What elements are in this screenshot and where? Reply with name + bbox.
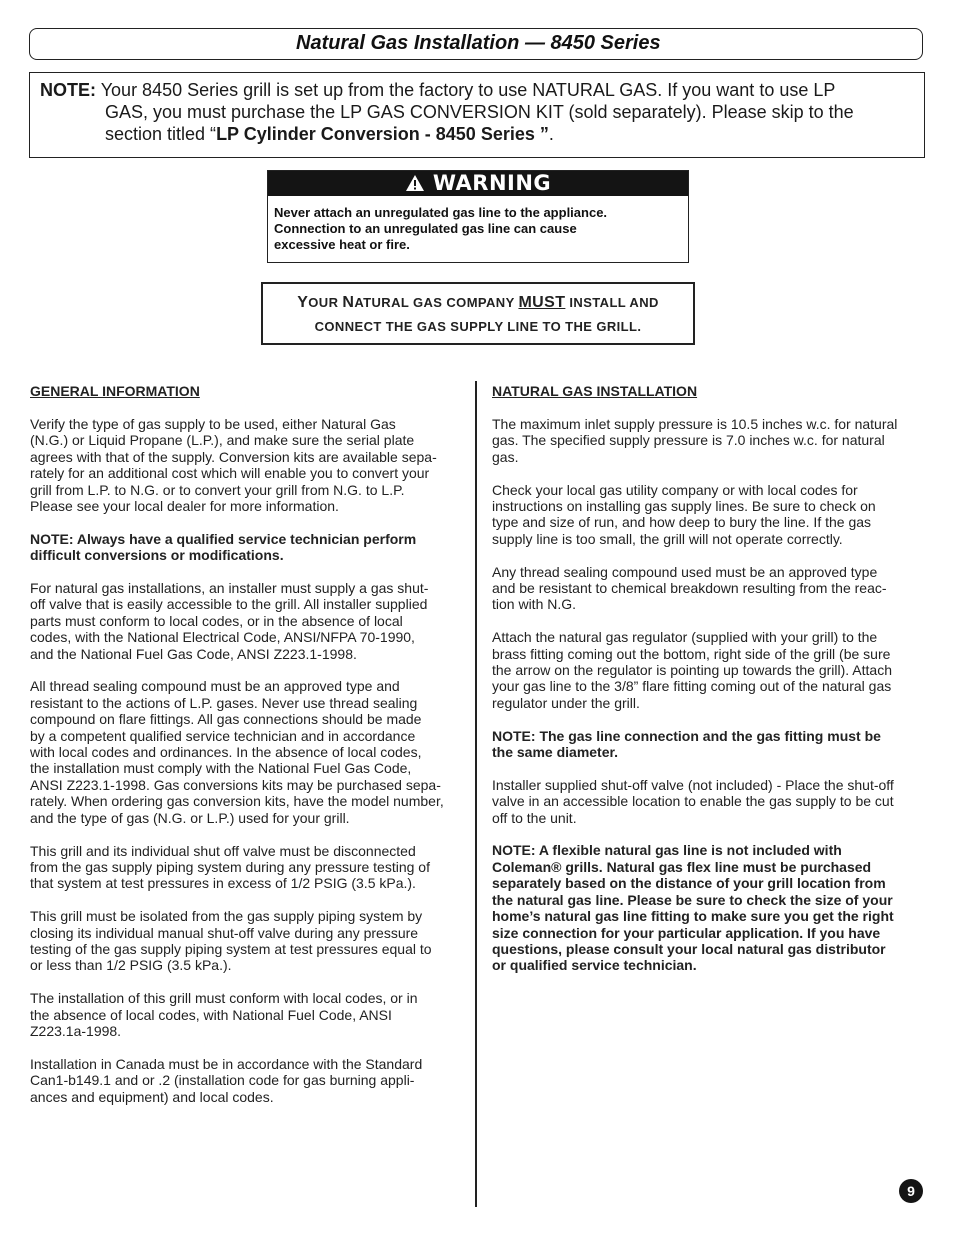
text-line: Installation in Canada must be in accordance with the Standard [30, 1055, 423, 1072]
general-information-heading: GENERAL INFORMATION [30, 383, 200, 399]
warning-header [268, 171, 688, 196]
must-emphasis: MUST [518, 294, 566, 311]
text-line: brass fitting coming out the bottom, right side of the grill (be sure [492, 645, 891, 662]
text-line: the natural gas line. Please be sure to check the size of your [492, 891, 893, 908]
text-line: questions, please consult your local natural gas distributor [492, 940, 886, 957]
text-line: rately for an additional cost which will enable you to convert your [30, 465, 430, 482]
text-line: This grill and its individual shut off valve must be disconnected [30, 842, 416, 859]
text-line: Check your local gas utility company or with local codes for [492, 481, 858, 498]
text-line: with local codes and ordinances. In the absence of local codes, [30, 744, 422, 761]
text-line: The maximum inlet supply pressure is 10.5 inches w.c. for natural [492, 416, 898, 432]
general-paragraph-4 [30, 843, 466, 892]
text-line: (N.G.) or Liquid Propane (L.P.), and make sure the serial plate [30, 432, 415, 449]
column-divider [475, 381, 477, 1207]
natural-paragraph-3 [492, 564, 928, 613]
text-line: off valve that is easily accessible to the grill. All installer supplied [30, 596, 428, 613]
text-line: This grill must be isolated from the gas supply piping system by [30, 908, 423, 925]
text-line: home’s natural gas line fitting to make sure you get the right [492, 908, 894, 925]
text-line: Z223.1a-1998. [30, 1022, 122, 1039]
text-line: Can1-b149.1 and or .2 (installation code for gas burning appli- [30, 1072, 415, 1089]
text-line: separately based on the distance of your grill location from [492, 875, 886, 892]
text-line: gas. [492, 448, 519, 465]
text-line: supply line is too small, the grill will not operate correctly. [492, 530, 843, 547]
note-lead: NOTE: [40, 80, 96, 100]
page-title: Natural Gas Installation — 8450 Series [296, 32, 661, 54]
text-line: codes, with the National Electrical Code, ANSI/NFPA 70-1990, [30, 629, 415, 646]
text-line: size connection for your particular application. If you have [492, 924, 881, 941]
text-line: grill from L.P. to N.G. or to convert your grill from N.G. to L.P. [30, 481, 405, 498]
natural-paragraph-1 [492, 416, 928, 465]
natural-gas-installation-column [492, 382, 928, 990]
text-line: your gas line to the 3/8” flare fitting coming out of the natural gas [492, 678, 892, 695]
natural-note-1 [492, 728, 928, 761]
text-line: and the type of gas (N.G. or L.P.) used for your grill. [30, 809, 350, 826]
general-paragraph-1 [30, 416, 466, 514]
text-line: or qualified service technician. [492, 957, 697, 974]
general-paragraph-7 [30, 1056, 466, 1105]
text-line: compound on flare fittings. All gas connections should be made [30, 711, 422, 728]
text-line: the installation must comply with the National Fuel Gas Code, [30, 760, 412, 777]
text-line: valve in an accessible location to enable the gas supply to be cut [492, 793, 894, 810]
page-number-badge: 9 [899, 1179, 923, 1203]
warning-triangle-icon [405, 173, 425, 198]
text-line: the same diameter. [492, 744, 619, 761]
note-section-reference: LP Cylinder Conversion - 8450 Series ” [216, 124, 549, 144]
text-line: the absence of local codes, with National Fuel Code, ANSI [30, 1006, 392, 1023]
text-line: Any thread sealing compound used must be an approved type [492, 563, 878, 580]
text-line: off to the unit. [492, 809, 577, 826]
notice-text: INSTALL AND [565, 295, 659, 310]
text-line: Coleman® grills. Natural gas flex line must be purchased [492, 858, 872, 875]
natural-gas-installation-heading: NATURAL GAS INSTALLATION [492, 383, 698, 399]
text-line: Installer supplied shut-off valve (not included) - Place the shut-off [492, 776, 894, 793]
note-line-3-suffix: . [548, 124, 554, 144]
notice-text: OUR [308, 295, 343, 310]
warning-line: excessive heat or fire. [274, 237, 410, 252]
text-line: resistant to the actions of L.P. gases. Never use thread sealing [30, 694, 418, 711]
text-line: that system at test pressures in excess of 1/2 PSIG (3.5 kPa.). [30, 875, 416, 892]
text-line: from the gas supply piping system during any pressure testing of [30, 858, 430, 875]
text-line: or less than 1/2 PSIG (3.5 kPa.). [30, 957, 232, 974]
warning-box [267, 170, 689, 263]
note-text: Always have a qualified service technician perform [73, 530, 417, 547]
text-line: type and size of run, and how deep to bury the line. If the gas [492, 514, 872, 531]
notice-text: N [342, 294, 355, 311]
general-information-column [30, 382, 466, 1121]
note-line-3-prefix: section titled “ [105, 124, 217, 144]
text-line: Verify the type of gas supply to be used, either Natural Gas [30, 416, 396, 432]
note-line-2: GAS, you must purchase the LP GAS CONVERSION KIT (sold separately). Please skip to the [105, 102, 854, 122]
note-line-1: Your 8450 Series grill is set up from the factory to use NATURAL GAS. If you want to use LP [100, 80, 836, 100]
text-line: agrees with that of the supply. Conversion kits are available sepa- [30, 448, 437, 465]
text-line: The installation of this grill must conform with local codes, or in [30, 990, 418, 1007]
text-line: regulator under the grill. [492, 694, 640, 711]
natural-note-2 [492, 842, 928, 973]
text-line: ances and equipment) and local codes. [30, 1088, 274, 1105]
text-line: and the National Fuel Gas Code, ANSI Z223.1-1998. [30, 645, 357, 662]
gas-company-notice [261, 282, 695, 345]
text-line: ANSI Z223.1-1998. Gas conversions kits may be purchased sepa- [30, 776, 441, 793]
text-line: instructions on installing gas supply lines. Be sure to check on [492, 498, 876, 515]
note-lead: NOTE: [30, 530, 74, 547]
text-line: gas. The specified supply pressure is 7.0 inches w.c. for natural [492, 432, 885, 449]
text-line: NOTE: A flexible natural gas line is not included with [492, 842, 842, 859]
warning-text [268, 196, 688, 253]
text-line: tion with N.G. [492, 596, 577, 613]
text-line: and be resistant to chemical breakdown resulting from the reac- [492, 580, 887, 597]
factory-setup-note [29, 72, 925, 158]
text-line: testing of the gas supply piping system at test pressures equal to [30, 940, 432, 957]
text-line: Attach the natural gas regulator (supplied with your grill) to the [492, 629, 878, 646]
text-line: rately. When ordering gas conversion kits, have the model number, [30, 793, 444, 810]
text-line: parts must conform to local codes, or in the absence of local [30, 612, 403, 629]
warning-line: Connection to an unregulated gas line can cause [274, 221, 577, 236]
notice-text: ATURAL GAS COMPANY [354, 295, 519, 310]
text-line: Please see your local dealer for more information. [30, 498, 339, 515]
notice-line-2: CONNECT THE GAS SUPPLY LINE TO THE GRILL. [314, 319, 642, 334]
natural-paragraph-5 [492, 777, 928, 826]
text-line: the arrow on the regulator is pointing up towards the grill). Attach [492, 662, 892, 679]
notice-text: Y [297, 294, 309, 311]
page-title-bar [29, 28, 923, 60]
warning-line: Never attach an unregulated gas line to the appliance. [274, 205, 608, 220]
general-paragraph-2 [30, 580, 466, 662]
text-line: All thread sealing compound must be an approved type and [30, 678, 400, 695]
general-paragraph-3 [30, 678, 466, 826]
general-paragraph-5 [30, 908, 466, 974]
natural-paragraph-2 [492, 482, 928, 548]
warning-heading: WARNING [432, 171, 552, 195]
text-line: For natural gas installations, an installer must supply a gas shut- [30, 580, 429, 597]
text-line: NOTE: The gas line connection and the gas fitting must be [492, 727, 881, 744]
general-paragraph-6 [30, 990, 466, 1039]
note-text: difficult conversions or modifications. [30, 547, 284, 564]
text-line: by a competent qualified service technician and in accordance [30, 727, 416, 744]
natural-paragraph-4 [492, 629, 928, 711]
text-line: closing its individual manual shut-off valve during any pressure [30, 924, 419, 941]
general-note [30, 531, 466, 564]
